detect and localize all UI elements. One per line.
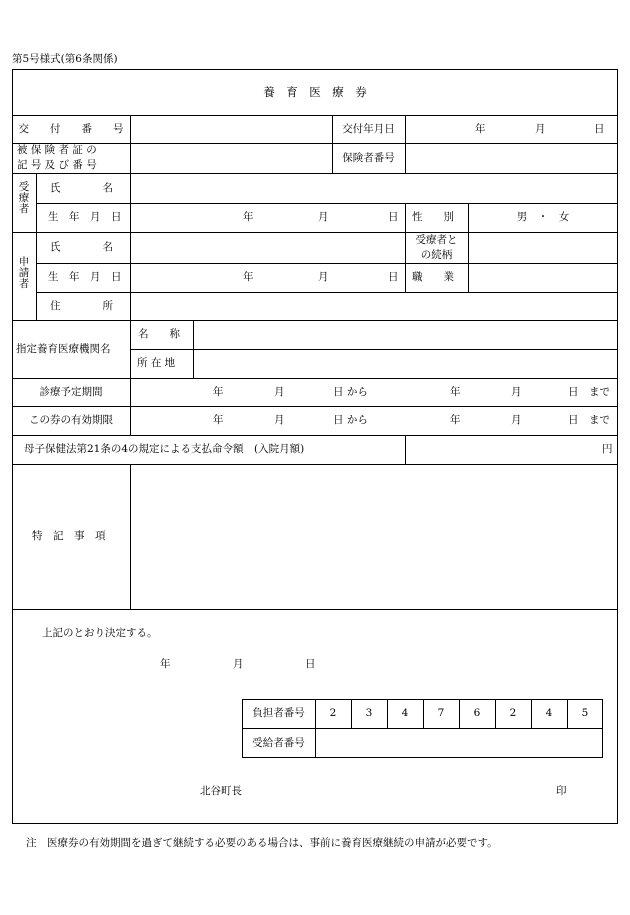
- issue-date-label: 交付年月日: [342, 123, 395, 135]
- decision-year: 年: [160, 658, 171, 670]
- recipient-sex-value[interactable]: 男 ・ 女: [516, 211, 570, 223]
- institution-location-label: 所 在 地: [137, 357, 176, 369]
- validity-from-year: 年: [213, 414, 224, 426]
- treatment-to-month: 月: [511, 386, 522, 398]
- recipient-number-field[interactable]: [316, 729, 602, 757]
- payer-number-label: 負担者番号: [252, 707, 305, 719]
- applicant-relation-label-1: 受療者と: [415, 234, 458, 246]
- insured-card-label-2: 記 号 及 び 番 号: [17, 159, 97, 171]
- validity-to-month: 月: [511, 414, 522, 426]
- payer-digit: 2: [509, 707, 517, 719]
- payer-digit: 6: [473, 707, 481, 719]
- validity-to-day: 日 まで: [568, 414, 610, 426]
- institution-location-field[interactable]: [194, 350, 617, 377]
- recipient-name-label: 氏 名: [50, 182, 113, 194]
- recipient-dob-label: 生 年 月 日: [48, 211, 122, 223]
- insurer-number-field[interactable]: [406, 144, 617, 172]
- recipient-dob-month: 月: [318, 211, 329, 223]
- treatment-from-year: 年: [213, 386, 224, 398]
- institution-label: 指定養育医療機関名: [16, 343, 111, 355]
- applicant-address-label: 住 所: [50, 300, 113, 312]
- validity-to-year: 年: [450, 414, 461, 426]
- payer-digit: 4: [401, 707, 409, 719]
- applicant-group-label: 申 請 者: [18, 256, 30, 290]
- payer-digit: 4: [545, 707, 553, 719]
- validity-from-day: 日 から: [333, 414, 368, 426]
- payer-digit: 7: [437, 707, 445, 719]
- applicant-address-field[interactable]: [131, 293, 617, 319]
- applicant-job-field[interactable]: [469, 264, 617, 291]
- issue-date-year: 年: [475, 123, 486, 135]
- decision-month: 月: [233, 658, 244, 670]
- form-title: 養 育 医 療 券: [263, 85, 367, 99]
- insured-card-field[interactable]: [131, 144, 331, 172]
- applicant-dob-year: 年: [243, 271, 254, 283]
- institution-name-field[interactable]: [194, 321, 617, 348]
- decision-day: 日: [305, 658, 316, 670]
- form-number-label: 第5号様式(第6条関係): [12, 53, 118, 65]
- treatment-to-day: 日 まで: [568, 386, 610, 398]
- recipient-group-label: 受 療 者: [18, 181, 30, 215]
- applicant-relation-field[interactable]: [469, 233, 617, 262]
- issue-number-label: 交 付 番 号: [18, 123, 124, 135]
- issue-number-field[interactable]: [131, 116, 331, 142]
- insurer-number-label: 保険者番号: [342, 152, 395, 164]
- treatment-from-month: 月: [274, 386, 285, 398]
- issuer-name: 北谷町長: [200, 785, 242, 797]
- applicant-dob-day: 日: [388, 271, 399, 283]
- decision-text: 上記のとおり決定する。: [42, 627, 158, 639]
- seal-mark: 印: [556, 785, 567, 797]
- applicant-name-label: 氏 名: [50, 241, 113, 253]
- treatment-from-day: 日 から: [333, 386, 368, 398]
- remarks-field[interactable]: [131, 465, 617, 608]
- applicant-name-field[interactable]: [131, 233, 404, 262]
- payer-digit: 3: [365, 707, 373, 719]
- payment-unit: 円: [602, 443, 613, 455]
- payment-label: 母子保健法第21条の4の規定による支払命令額 (入院月額): [24, 443, 305, 455]
- treatment-to-year: 年: [450, 386, 461, 398]
- applicant-dob-label: 生 年 月 日: [48, 271, 122, 283]
- recipient-dob-year: 年: [243, 211, 254, 223]
- recipient-sex-label: 性 別: [412, 211, 454, 223]
- validity-period-label: この券の有効期限: [29, 414, 113, 426]
- insured-card-label-1: 被 保 険 者 証 の: [17, 144, 97, 156]
- applicant-job-label: 職 業: [412, 271, 454, 283]
- payer-digit: 5: [581, 707, 589, 719]
- treatment-period-label: 診療予定期間: [39, 386, 103, 398]
- issue-date-month: 月: [535, 123, 546, 135]
- issue-date-day: 日: [594, 123, 605, 135]
- recipient-name-field[interactable]: [131, 174, 617, 202]
- applicant-dob-month: 月: [318, 271, 329, 283]
- recipient-dob-day: 日: [388, 211, 399, 223]
- payer-digit: 2: [329, 707, 337, 719]
- recipient-number-label: 受給者番号: [252, 737, 305, 749]
- remarks-label: 特 記 事 項: [32, 530, 106, 542]
- institution-name-label: 名 称: [138, 328, 180, 340]
- payment-amount-field[interactable]: [406, 436, 596, 463]
- footnote: 注 医療券の有効期間を過ぎて継続する必要のある場合は、事前に養育医療継続の申請が必要です。: [26, 837, 498, 849]
- validity-from-month: 月: [274, 414, 285, 426]
- applicant-relation-label-2: の続柄: [420, 249, 453, 261]
